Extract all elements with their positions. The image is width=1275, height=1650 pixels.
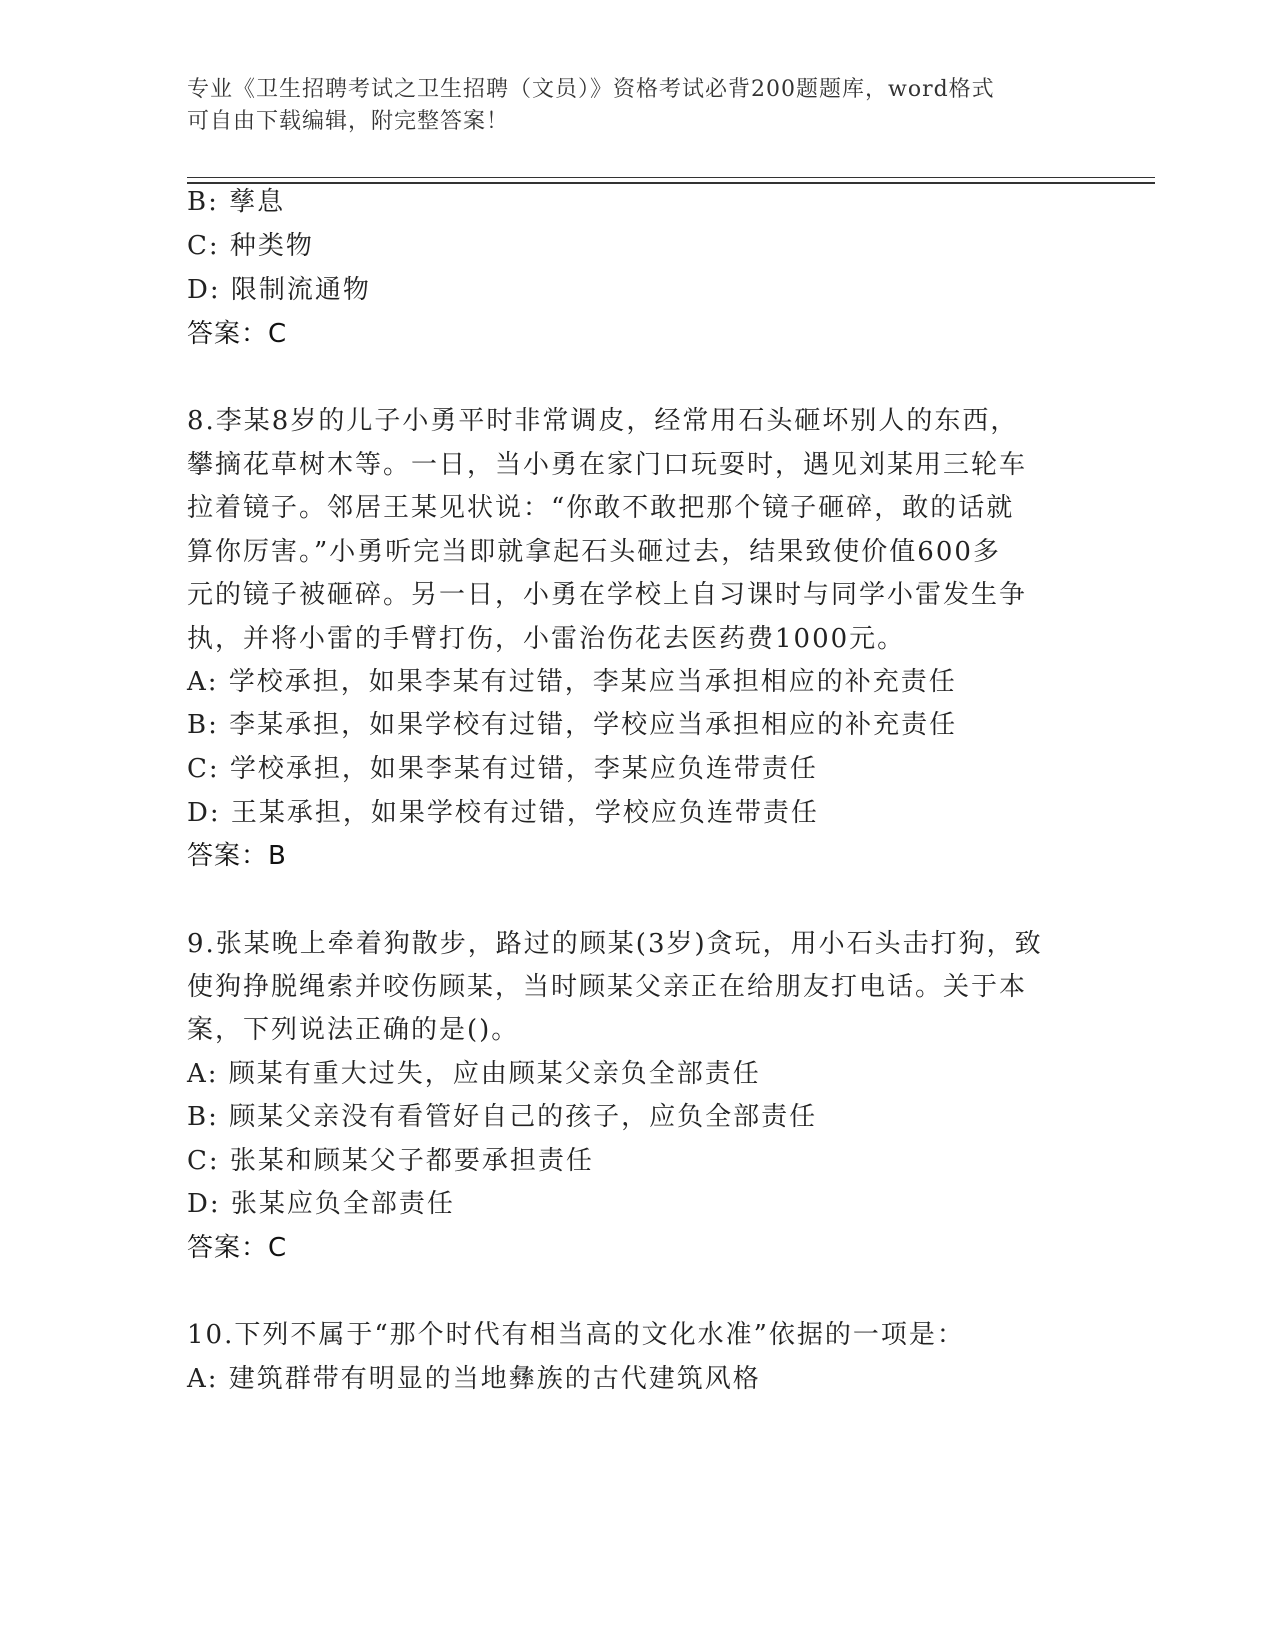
q7-answer: 答案：C: [187, 319, 288, 349]
q9-option-d: D: 张某应负全部责任: [187, 1189, 455, 1219]
q9-option-b: B: 顾某父亲没有看管好自己的孩子，应负全部责任: [187, 1102, 818, 1132]
q10-option-a: A: 建筑群带有明显的当地彝族的古代建筑风格: [187, 1364, 761, 1394]
document-header: [187, 74, 1087, 138]
q10-stem: 10.下列不属于“那个时代有相当高的文化水准”依据的一项是：: [187, 1320, 965, 1350]
q8-answer: 答案：B: [187, 841, 287, 871]
q8-option-c: C: 学校承担，如果李某有过错，李某应负连带责任: [187, 754, 818, 784]
q8-option-b: B: 李某承担，如果学校有过错，学校应当承担相应的补充责任: [187, 710, 958, 740]
q9-answer: 答案：C: [187, 1233, 288, 1263]
q8-stem-line: 攀摘花草树木等。一日，当小勇在家门口玩耍时，遇见刘某用三轮车: [187, 450, 1028, 480]
q8-option-d: D: 王某承担，如果学校有过错，学校应负连带责任: [187, 798, 819, 828]
q9-option-a: A: 顾某有重大过失，应由顾某父亲负全部责任: [187, 1059, 761, 1089]
q8-stem-line: 拉着镜子。邻居王某见状说：“你敢不敢把那个镜子砸碎，敢的话就: [187, 493, 1015, 523]
q9-stem-line: 使狗挣脱绳索并咬伤顾某，当时顾某父亲正在给朋友打电话。关于本: [187, 972, 1028, 1002]
q8-stem-line: 执，并将小雷的手臂打伤，小雷治伤花去医药费1000元。: [187, 624, 906, 654]
q7-option-d: D: 限制流通物: [187, 275, 371, 305]
header-line-1: 专业《卫生招聘考试之卫生招聘（文员）》资格考试必背200题题库，word格式: [187, 77, 995, 102]
q9-option-c: C: 张某和顾某父子都要承担责任: [187, 1146, 594, 1176]
header-divider-bottom: [187, 182, 1155, 184]
q8-option-a: A: 学校承担，如果李某有过错，李某应当承担相应的补充责任: [187, 667, 957, 697]
q8-stem-line: 算你厉害。”小勇听完当即就拿起石头砸过去，结果致使价值600多: [187, 537, 1001, 567]
header-line-2: 可自由下载编辑，附完整答案！: [187, 109, 510, 134]
q8-stem-line: 8.李某8岁的儿子小勇平时非常调皮，经常用石头砸坏别人的东西，: [187, 406, 1019, 436]
q9-stem-line: 9.张某晚上牵着狗散步，路过的顾某(3岁)贪玩，用小石头击打狗，致: [187, 929, 1043, 959]
q8-stem-line: 元的镜子被砸碎。另一日，小勇在学校上自习课时与同学小雷发生争: [187, 580, 1028, 610]
q7-option-c: C: 种类物: [187, 231, 314, 261]
q9-stem-line: 案，下列说法正确的是()。: [187, 1015, 520, 1045]
header-divider-top: [187, 177, 1155, 178]
q7-option-b: B: 孳息: [187, 187, 286, 217]
